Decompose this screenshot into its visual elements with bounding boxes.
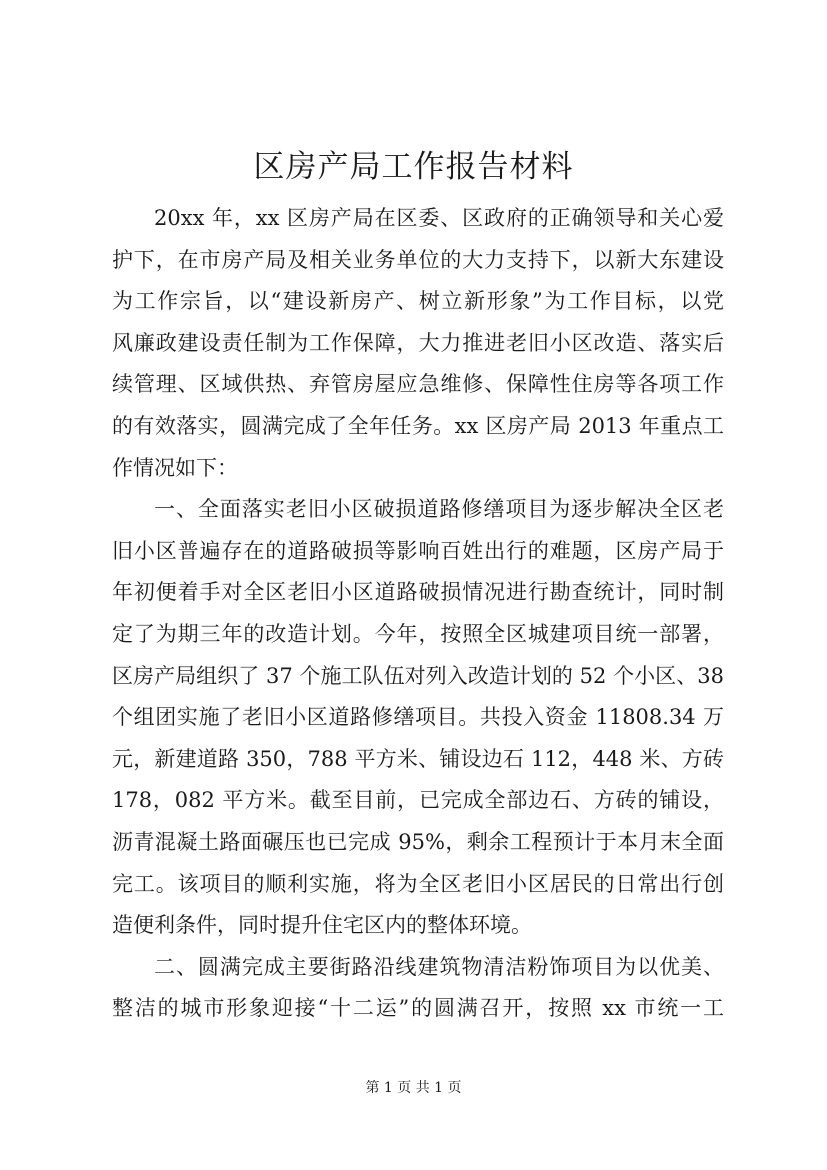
paragraph-line: 作情况如下： bbox=[112, 455, 238, 480]
paragraph-line: 元，新建道路 350，788 平方米、铺设边石 112，448 米、方砖 bbox=[112, 746, 724, 771]
paragraph-line: 定了为期三年的改造计划。今年，按照全区城建项目统一部署， bbox=[112, 621, 724, 646]
paragraph-line: 的有效落实，圆满完成了全年任务。xx 区房产局 2013 年重点工 bbox=[112, 413, 724, 438]
paragraph-line: 区房产局组织了 37 个施工队伍对列入改造计划的 52 个小区、38 bbox=[112, 663, 724, 688]
page-number: 第 1 页 共 1 页 bbox=[365, 1080, 462, 1096]
paragraph-line: 二、圆满完成主要街路沿线建筑物清洁粉饰项目为以优美、 bbox=[154, 954, 724, 979]
paragraph-line: 造便利条件，同时提升住宅区内的整体环境。 bbox=[112, 913, 532, 938]
paragraph-line: 沥青混凝土路面碾压也已完成 95%，剩余工程预计于本月末全面 bbox=[112, 829, 724, 854]
paragraph-line: 年初便着手对全区老旧小区道路破损情况进行勘查统计，同时制 bbox=[112, 580, 724, 605]
paragraph-line: 续管理、区域供热、弃管房屋应急维修、保障性住房等各项工作 bbox=[112, 372, 724, 397]
paragraph-line: 20xx 年，xx 区房产局在区委、区政府的正确领导和关心爱 bbox=[154, 206, 724, 230]
paragraph-line: 为工作宗旨，以“建设新房产、树立新形象”为工作目标，以党 bbox=[112, 289, 724, 314]
paragraph-line: 完工。该项目的顺利实施，将为全区老旧小区居民的日常出行创 bbox=[112, 871, 724, 896]
paragraph-line: 一、全面落实老旧小区破损道路修缮项目为逐步解决全区老 bbox=[154, 497, 724, 522]
paragraph-line: 个组团实施了老旧小区道路修缮项目。共投入资金 11808.34 万 bbox=[112, 705, 724, 730]
document-body bbox=[112, 198, 724, 1030]
paragraph-line: 风廉政建设责任制为工作保障，大力推进老旧小区改造、落实后 bbox=[112, 330, 724, 355]
paragraph-line: 整洁的城市形象迎接“十二运”的圆满召开，按照 xx 市统一工 bbox=[112, 996, 724, 1021]
paragraph-line: 旧小区普遍存在的道路破损等影响百姓出行的难题，区房产局于 bbox=[112, 538, 724, 563]
paragraph-line: 护下，在市房产局及相关业务单位的大力支持下，以新大东建设 bbox=[112, 247, 724, 272]
paragraph-line: 178，082 平方米。截至目前，已完成全部边石、方砖的铺设， bbox=[112, 788, 724, 813]
document-title: 区房产局工作报告材料 bbox=[253, 149, 574, 185]
